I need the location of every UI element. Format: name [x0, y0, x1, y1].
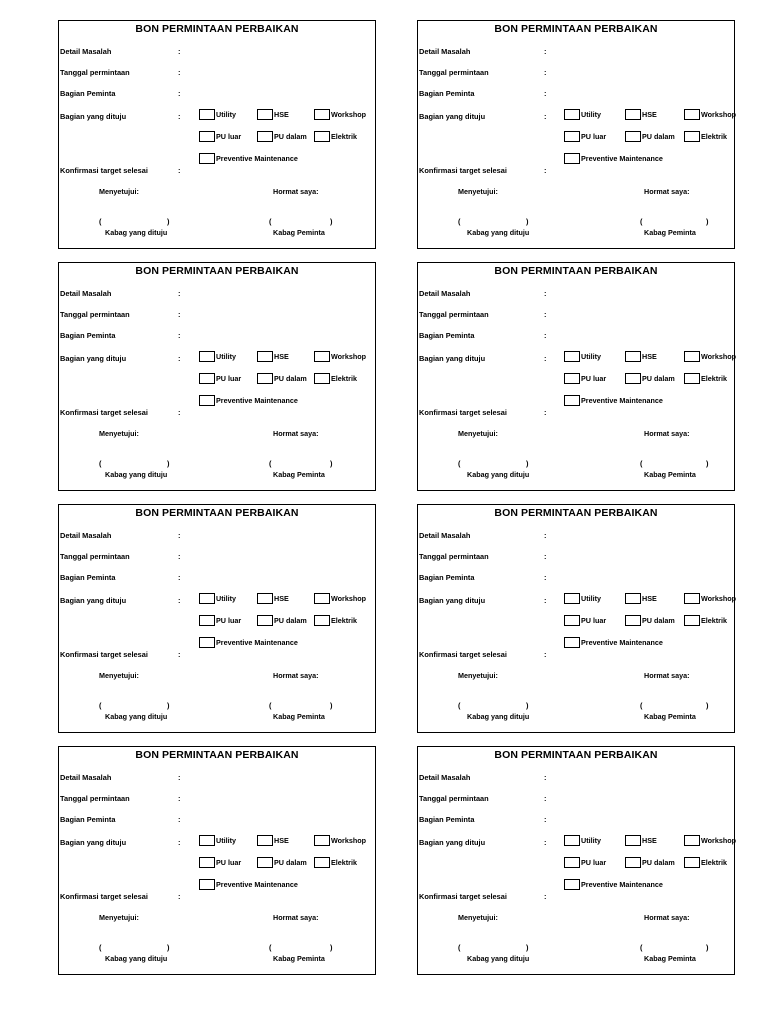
checkbox-pu-dalam[interactable] [625, 131, 641, 142]
form-title: BON PERMINTAAN PERBAIKAN [494, 507, 658, 519]
signature-open-paren: ( [269, 459, 272, 468]
signature-close-paren: ) [330, 943, 333, 952]
signature-open-paren: ( [99, 459, 102, 468]
field-label-konfirmasi-target-selesai: Konfirmasi target selesai [419, 166, 507, 175]
field-label-bagian-yang-dituju: Bagian yang dituju [419, 354, 486, 363]
field-separator: : [544, 892, 547, 901]
checkbox-pu-dalam[interactable] [257, 615, 273, 626]
field-separator: : [544, 596, 547, 605]
signature-open-paren: ( [269, 217, 272, 226]
option-label-pu-luar: PU luar [216, 132, 242, 141]
option-label-elektrik: Elektrik [701, 374, 727, 383]
option-label-preventive-maintenance: Preventive Maintenance [216, 154, 298, 163]
field-label-tanggal-permintaan: Tanggal permintaan [60, 310, 130, 319]
option-label-hse: HSE [642, 352, 657, 361]
signature-close-paren: ) [706, 701, 709, 710]
checkbox-utility[interactable] [199, 593, 215, 604]
signature-close-paren: ) [526, 459, 529, 468]
checkbox-pu-luar[interactable] [564, 615, 580, 626]
field-separator: : [544, 166, 547, 175]
option-label-preventive-maintenance: Preventive Maintenance [216, 880, 298, 889]
field-separator: : [178, 773, 181, 782]
field-separator: : [178, 354, 181, 363]
approve-label: Menyetujui: [458, 429, 498, 438]
checkbox-workshop[interactable] [314, 593, 330, 604]
field-label-bagian-peminta: Bagian Peminta [419, 331, 475, 340]
respect-label: Hormat saya: [644, 429, 690, 438]
signature-close-paren: ) [706, 943, 709, 952]
signature-open-paren: ( [99, 217, 102, 226]
signature-close-paren: ) [526, 217, 529, 226]
signature-close-paren: ) [330, 459, 333, 468]
signer-right-label: Kabag Peminta [644, 228, 696, 237]
field-separator: : [178, 573, 181, 582]
option-label-workshop: Workshop [331, 110, 367, 119]
field-separator: : [544, 650, 547, 659]
field-label-detail-masalah: Detail Masalah [60, 531, 112, 540]
field-label-bagian-yang-dituju: Bagian yang dituju [60, 596, 127, 605]
option-label-preventive-maintenance: Preventive Maintenance [581, 396, 663, 405]
checkbox-workshop[interactable] [314, 109, 330, 120]
field-label-tanggal-permintaan: Tanggal permintaan [60, 68, 130, 77]
checkbox-pu-dalam[interactable] [625, 615, 641, 626]
field-separator: : [544, 815, 547, 824]
signature-close-paren: ) [167, 217, 170, 226]
field-label-konfirmasi-target-selesai: Konfirmasi target selesai [60, 408, 148, 417]
checkbox-pu-luar[interactable] [564, 373, 580, 384]
checkbox-preventive-maintenance[interactable] [199, 153, 215, 164]
signer-left-label: Kabag yang dituju [467, 228, 530, 237]
checkbox-elektrik[interactable] [314, 615, 330, 626]
signer-left-label: Kabag yang dituju [467, 712, 530, 721]
option-label-pu-dalam: PU dalam [642, 374, 675, 383]
option-label-elektrik: Elektrik [331, 132, 357, 141]
option-label-elektrik: Elektrik [331, 616, 357, 625]
option-label-pu-luar: PU luar [581, 132, 607, 141]
option-label-hse: HSE [642, 110, 657, 119]
signer-right-label: Kabag Peminta [644, 712, 696, 721]
checkbox-workshop[interactable] [314, 351, 330, 362]
field-separator: : [178, 89, 181, 98]
field-separator: : [178, 310, 181, 319]
checkbox-hse[interactable] [625, 351, 641, 362]
checkbox-elektrik[interactable] [684, 373, 700, 384]
field-separator: : [544, 89, 547, 98]
checkbox-workshop[interactable] [684, 835, 700, 846]
field-label-detail-masalah: Detail Masalah [60, 47, 112, 56]
approve-label: Menyetujui: [99, 913, 139, 922]
field-separator: : [544, 47, 547, 56]
signer-right-label: Kabag Peminta [644, 954, 696, 963]
field-separator: : [178, 408, 181, 417]
option-label-pu-luar: PU luar [581, 374, 607, 383]
option-label-pu-dalam: PU dalam [274, 374, 307, 383]
checkbox-workshop[interactable] [684, 109, 700, 120]
signature-close-paren: ) [706, 217, 709, 226]
repair-request-form [417, 504, 735, 733]
field-separator: : [178, 596, 181, 605]
signature-open-paren: ( [458, 217, 461, 226]
field-separator: : [178, 892, 181, 901]
signature-open-paren: ( [640, 459, 643, 468]
field-label-bagian-peminta: Bagian Peminta [60, 89, 116, 98]
form-title: BON PERMINTAAN PERBAIKAN [135, 507, 299, 519]
checkbox-utility[interactable] [199, 835, 215, 846]
checkbox-pu-luar[interactable] [564, 131, 580, 142]
field-separator: : [178, 650, 181, 659]
field-separator: : [544, 331, 547, 340]
option-label-pu-dalam: PU dalam [642, 132, 675, 141]
signature-close-paren: ) [330, 217, 333, 226]
field-label-bagian-peminta: Bagian Peminta [419, 89, 475, 98]
checkbox-preventive-maintenance[interactable] [199, 395, 215, 406]
field-label-konfirmasi-target-selesai: Konfirmasi target selesai [419, 408, 507, 417]
field-label-detail-masalah: Detail Masalah [419, 773, 471, 782]
checkbox-utility[interactable] [564, 835, 580, 846]
signature-close-paren: ) [167, 459, 170, 468]
repair-request-form [58, 262, 376, 491]
option-label-preventive-maintenance: Preventive Maintenance [216, 396, 298, 405]
approve-label: Menyetujui: [458, 187, 498, 196]
option-label-pu-dalam: PU dalam [274, 858, 307, 867]
checkbox-preventive-maintenance[interactable] [564, 879, 580, 890]
repair-request-form [417, 262, 735, 491]
field-label-bagian-peminta: Bagian Peminta [419, 573, 475, 582]
field-separator: : [178, 166, 181, 175]
option-label-pu-dalam: PU dalam [274, 616, 307, 625]
field-separator: : [544, 773, 547, 782]
field-separator: : [178, 552, 181, 561]
field-separator: : [544, 68, 547, 77]
checkbox-hse[interactable] [257, 109, 273, 120]
repair-request-form [58, 746, 376, 975]
field-separator: : [178, 794, 181, 803]
option-label-utility: Utility [216, 594, 236, 603]
repair-request-form [417, 20, 735, 249]
checkbox-elektrik[interactable] [314, 857, 330, 868]
field-separator: : [178, 112, 181, 121]
form-title: BON PERMINTAAN PERBAIKAN [135, 749, 299, 761]
respect-label: Hormat saya: [273, 429, 319, 438]
option-label-preventive-maintenance: Preventive Maintenance [216, 638, 298, 647]
respect-label: Hormat saya: [273, 671, 319, 680]
field-label-detail-masalah: Detail Masalah [419, 289, 471, 298]
field-separator: : [544, 838, 547, 847]
field-label-konfirmasi-target-selesai: Konfirmasi target selesai [419, 892, 507, 901]
option-label-workshop: Workshop [701, 594, 737, 603]
respect-label: Hormat saya: [644, 913, 690, 922]
field-separator: : [178, 531, 181, 540]
approve-label: Menyetujui: [458, 671, 498, 680]
option-label-utility: Utility [581, 594, 601, 603]
option-label-workshop: Workshop [331, 352, 367, 361]
field-label-tanggal-permintaan: Tanggal permintaan [419, 310, 489, 319]
option-label-workshop: Workshop [701, 352, 737, 361]
checkbox-utility[interactable] [564, 351, 580, 362]
option-label-elektrik: Elektrik [701, 858, 727, 867]
signature-open-paren: ( [458, 943, 461, 952]
option-label-pu-dalam: PU dalam [642, 616, 675, 625]
checkbox-elektrik[interactable] [314, 373, 330, 384]
option-label-pu-luar: PU luar [216, 374, 242, 383]
field-separator: : [544, 354, 547, 363]
option-label-workshop: Workshop [331, 594, 367, 603]
checkbox-hse[interactable] [625, 593, 641, 604]
checkbox-pu-dalam[interactable] [625, 857, 641, 868]
checkbox-elektrik[interactable] [314, 131, 330, 142]
checkbox-pu-luar[interactable] [199, 131, 215, 142]
field-label-bagian-peminta: Bagian Peminta [419, 815, 475, 824]
checkbox-pu-luar[interactable] [199, 857, 215, 868]
checkbox-hse[interactable] [257, 593, 273, 604]
option-label-pu-dalam: PU dalam [274, 132, 307, 141]
field-label-tanggal-permintaan: Tanggal permintaan [60, 794, 130, 803]
checkbox-pu-dalam[interactable] [257, 857, 273, 868]
form-title: BON PERMINTAAN PERBAIKAN [135, 265, 299, 277]
approve-label: Menyetujui: [99, 187, 139, 196]
checkbox-pu-luar[interactable] [199, 615, 215, 626]
signature-open-paren: ( [640, 701, 643, 710]
signature-open-paren: ( [458, 459, 461, 468]
signature-close-paren: ) [167, 943, 170, 952]
checkbox-pu-dalam[interactable] [257, 373, 273, 384]
option-label-hse: HSE [274, 352, 289, 361]
option-label-preventive-maintenance: Preventive Maintenance [581, 638, 663, 647]
field-label-konfirmasi-target-selesai: Konfirmasi target selesai [60, 892, 148, 901]
respect-label: Hormat saya: [644, 671, 690, 680]
signer-left-label: Kabag yang dituju [467, 470, 530, 479]
field-separator: : [178, 838, 181, 847]
signer-right-label: Kabag Peminta [273, 712, 325, 721]
field-separator: : [178, 68, 181, 77]
form-title: BON PERMINTAAN PERBAIKAN [135, 23, 299, 35]
signer-right-label: Kabag Peminta [273, 470, 325, 479]
field-label-bagian-peminta: Bagian Peminta [60, 331, 116, 340]
option-label-preventive-maintenance: Preventive Maintenance [581, 154, 663, 163]
signature-open-paren: ( [640, 217, 643, 226]
option-label-utility: Utility [216, 352, 236, 361]
option-label-utility: Utility [216, 110, 236, 119]
checkbox-utility[interactable] [199, 109, 215, 120]
checkbox-preventive-maintenance[interactable] [564, 395, 580, 406]
field-separator: : [544, 310, 547, 319]
checkbox-pu-dalam[interactable] [257, 131, 273, 142]
repair-request-form [58, 20, 376, 249]
field-label-bagian-yang-dituju: Bagian yang dituju [60, 354, 127, 363]
checkbox-hse[interactable] [257, 351, 273, 362]
checkbox-hse[interactable] [625, 109, 641, 120]
signature-open-paren: ( [269, 943, 272, 952]
field-separator: : [544, 552, 547, 561]
signature-open-paren: ( [269, 701, 272, 710]
approve-label: Menyetujui: [99, 429, 139, 438]
checkbox-elektrik[interactable] [684, 131, 700, 142]
field-separator: : [178, 331, 181, 340]
option-label-pu-luar: PU luar [581, 858, 607, 867]
respect-label: Hormat saya: [273, 913, 319, 922]
field-label-tanggal-permintaan: Tanggal permintaan [419, 552, 489, 561]
checkbox-utility[interactable] [564, 109, 580, 120]
field-separator: : [544, 112, 547, 121]
field-separator: : [544, 794, 547, 803]
signature-open-paren: ( [458, 701, 461, 710]
respect-label: Hormat saya: [644, 187, 690, 196]
signer-left-label: Kabag yang dituju [105, 228, 168, 237]
form-title: BON PERMINTAAN PERBAIKAN [494, 749, 658, 761]
form-title: BON PERMINTAAN PERBAIKAN [494, 265, 658, 277]
checkbox-preventive-maintenance[interactable] [564, 153, 580, 164]
option-label-pu-luar: PU luar [216, 616, 242, 625]
checkbox-hse[interactable] [625, 835, 641, 846]
field-label-konfirmasi-target-selesai: Konfirmasi target selesai [60, 650, 148, 659]
field-label-detail-masalah: Detail Masalah [60, 289, 112, 298]
field-label-bagian-yang-dituju: Bagian yang dituju [60, 112, 127, 121]
option-label-elektrik: Elektrik [701, 132, 727, 141]
checkbox-utility[interactable] [199, 351, 215, 362]
approve-label: Menyetujui: [458, 913, 498, 922]
checkbox-pu-luar[interactable] [199, 373, 215, 384]
signer-left-label: Kabag yang dituju [105, 954, 168, 963]
option-label-utility: Utility [581, 110, 601, 119]
signer-right-label: Kabag Peminta [273, 228, 325, 237]
checkbox-pu-dalam[interactable] [625, 373, 641, 384]
field-label-bagian-yang-dituju: Bagian yang dituju [419, 596, 486, 605]
checkbox-preventive-maintenance[interactable] [199, 879, 215, 890]
checkbox-workshop[interactable] [314, 835, 330, 846]
option-label-hse: HSE [642, 594, 657, 603]
field-separator: : [544, 289, 547, 298]
signature-open-paren: ( [640, 943, 643, 952]
field-label-bagian-peminta: Bagian Peminta [60, 573, 116, 582]
field-separator: : [544, 408, 547, 417]
field-label-tanggal-permintaan: Tanggal permintaan [419, 794, 489, 803]
signature-close-paren: ) [526, 701, 529, 710]
signature-close-paren: ) [167, 701, 170, 710]
option-label-elektrik: Elektrik [331, 374, 357, 383]
field-label-tanggal-permintaan: Tanggal permintaan [60, 552, 130, 561]
field-separator: : [544, 573, 547, 582]
checkbox-workshop[interactable] [684, 351, 700, 362]
respect-label: Hormat saya: [273, 187, 319, 196]
field-separator: : [178, 815, 181, 824]
signer-left-label: Kabag yang dituju [105, 712, 168, 721]
signature-close-paren: ) [706, 459, 709, 468]
field-label-konfirmasi-target-selesai: Konfirmasi target selesai [60, 166, 148, 175]
checkbox-elektrik[interactable] [684, 857, 700, 868]
field-label-detail-masalah: Detail Masalah [419, 531, 471, 540]
checkbox-utility[interactable] [564, 593, 580, 604]
form-title: BON PERMINTAAN PERBAIKAN [494, 23, 658, 35]
repair-request-form [58, 504, 376, 733]
signer-right-label: Kabag Peminta [273, 954, 325, 963]
signer-left-label: Kabag yang dituju [105, 470, 168, 479]
signature-open-paren: ( [99, 943, 102, 952]
field-label-bagian-peminta: Bagian Peminta [60, 815, 116, 824]
checkbox-hse[interactable] [257, 835, 273, 846]
signature-close-paren: ) [526, 943, 529, 952]
signer-right-label: Kabag Peminta [644, 470, 696, 479]
approve-label: Menyetujui: [99, 671, 139, 680]
repair-request-form [417, 746, 735, 975]
field-label-bagian-yang-dituju: Bagian yang dituju [60, 838, 127, 847]
option-label-workshop: Workshop [331, 836, 367, 845]
field-label-bagian-yang-dituju: Bagian yang dituju [419, 838, 486, 847]
field-label-detail-masalah: Detail Masalah [60, 773, 112, 782]
option-label-pu-luar: PU luar [216, 858, 242, 867]
option-label-utility: Utility [581, 836, 601, 845]
checkbox-preventive-maintenance[interactable] [199, 637, 215, 648]
option-label-workshop: Workshop [701, 110, 737, 119]
option-label-hse: HSE [274, 594, 289, 603]
option-label-hse: HSE [642, 836, 657, 845]
field-separator: : [544, 531, 547, 540]
signature-open-paren: ( [99, 701, 102, 710]
option-label-utility: Utility [216, 836, 236, 845]
checkbox-workshop[interactable] [684, 593, 700, 604]
field-label-konfirmasi-target-selesai: Konfirmasi target selesai [419, 650, 507, 659]
checkbox-pu-luar[interactable] [564, 857, 580, 868]
signature-close-paren: ) [330, 701, 333, 710]
option-label-elektrik: Elektrik [331, 858, 357, 867]
field-label-tanggal-permintaan: Tanggal permintaan [419, 68, 489, 77]
option-label-workshop: Workshop [701, 836, 737, 845]
field-label-detail-masalah: Detail Masalah [419, 47, 471, 56]
checkbox-elektrik[interactable] [684, 615, 700, 626]
option-label-pu-luar: PU luar [581, 616, 607, 625]
option-label-utility: Utility [581, 352, 601, 361]
option-label-pu-dalam: PU dalam [642, 858, 675, 867]
option-label-hse: HSE [274, 836, 289, 845]
option-label-hse: HSE [274, 110, 289, 119]
option-label-preventive-maintenance: Preventive Maintenance [581, 880, 663, 889]
signer-left-label: Kabag yang dituju [467, 954, 530, 963]
checkbox-preventive-maintenance[interactable] [564, 637, 580, 648]
field-separator: : [178, 289, 181, 298]
field-label-bagian-yang-dituju: Bagian yang dituju [419, 112, 486, 121]
option-label-elektrik: Elektrik [701, 616, 727, 625]
field-separator: : [178, 47, 181, 56]
